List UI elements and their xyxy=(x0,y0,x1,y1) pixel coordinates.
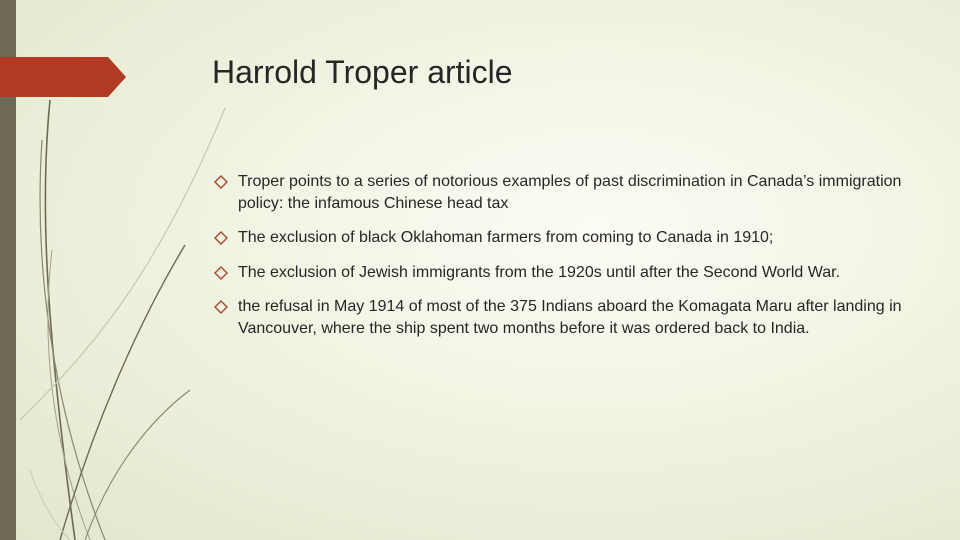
bullet-item xyxy=(212,296,912,339)
bullet-item xyxy=(212,262,912,284)
diamond-bullet-icon xyxy=(214,231,228,245)
bullet-text: the refusal in May 1914 of most of the 375 Indians aboard the Komagata Maru after landing in Vancouver, where the ship spent two months before it was ordered back to India. xyxy=(238,298,902,337)
diamond-bullet-icon xyxy=(214,300,228,314)
slide-title: Harrold Troper article xyxy=(212,54,513,90)
bullet-item xyxy=(212,171,912,214)
diamond-bullet-icon xyxy=(214,175,228,189)
bullet-list xyxy=(212,171,912,352)
bullet-text: Troper points to a series of notorious examples of past discrimination in Canada’s immigration policy: the infamous Chinese head tax xyxy=(238,173,902,212)
diamond-bullet-icon xyxy=(214,266,228,280)
title-accent-tab xyxy=(0,57,126,97)
bullet-text: The exclusion of black Oklahoman farmers from coming to Canada in 1910; xyxy=(238,229,774,246)
bullet-text: The exclusion of Jewish immigrants from the 1920s until after the Second World War. xyxy=(238,263,841,281)
bullet-item xyxy=(212,227,912,249)
